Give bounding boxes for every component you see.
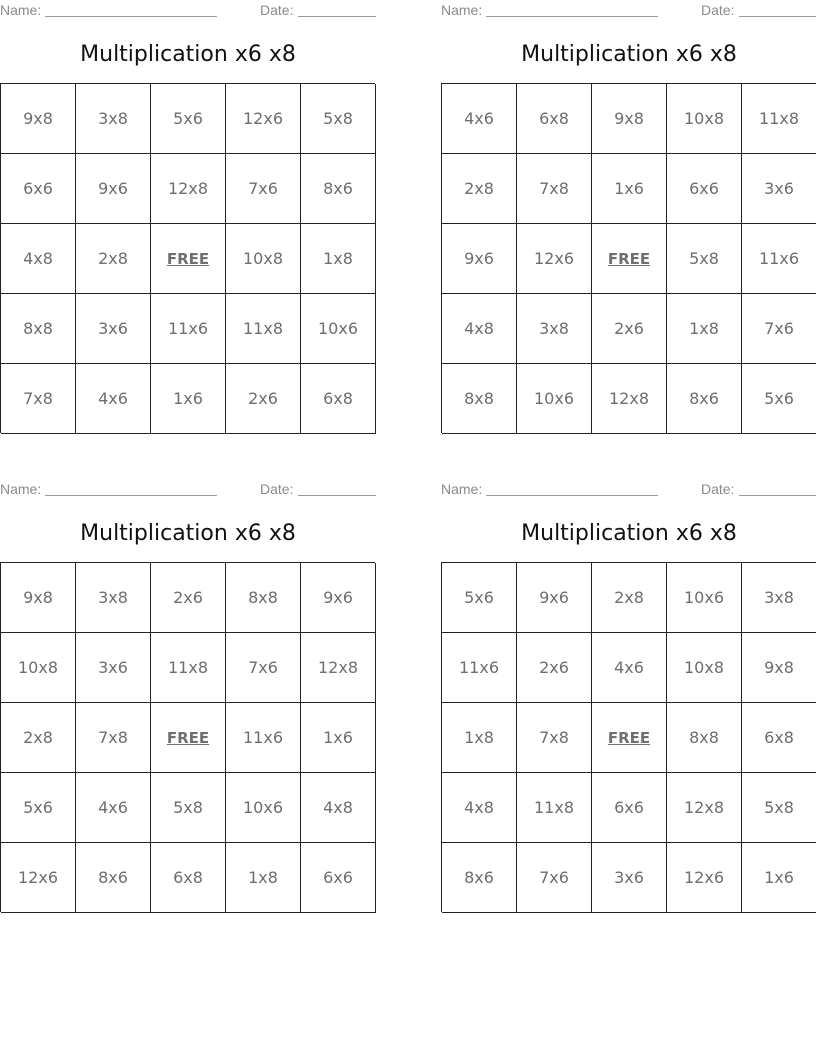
bingo-cell[interactable]: 11x6 (151, 294, 226, 364)
bingo-cell[interactable]: 3x6 (76, 633, 151, 703)
bingo-cell[interactable]: 10x6 (517, 364, 592, 434)
bingo-card (0, 0, 376, 437)
name-label: Name: (0, 2, 42, 18)
bingo-cell[interactable]: 11x8 (517, 773, 592, 843)
date-field-line[interactable] (739, 481, 816, 496)
bingo-cell[interactable]: 4x6 (442, 84, 517, 154)
bingo-cell[interactable]: 12x8 (151, 154, 226, 224)
bingo-cell[interactable]: 3x6 (742, 154, 816, 224)
free-space-cell[interactable]: FREE (592, 224, 667, 294)
bingo-cell[interactable]: 12x8 (592, 364, 667, 434)
bingo-cell[interactable]: 3x8 (517, 294, 592, 364)
date-field-line[interactable] (298, 2, 376, 17)
bingo-cell[interactable]: 1x6 (301, 703, 376, 773)
bingo-cell[interactable]: 10x6 (667, 563, 742, 633)
name-label: Name: (441, 2, 483, 18)
bingo-cell[interactable]: 4x8 (301, 773, 376, 843)
bingo-grid (441, 562, 816, 912)
bingo-card (441, 479, 816, 916)
bingo-cell[interactable]: 11x8 (226, 294, 301, 364)
bingo-cell[interactable]: 12x8 (667, 773, 742, 843)
bingo-cell[interactable]: 6x6 (1, 154, 76, 224)
bingo-cell[interactable]: 4x6 (592, 633, 667, 703)
name-label: Name: (441, 481, 483, 497)
bingo-cell[interactable]: 12x6 (1, 843, 76, 913)
name-date-header (0, 481, 376, 499)
bingo-cell[interactable]: 11x8 (151, 633, 226, 703)
bingo-cell[interactable]: 5x8 (742, 773, 816, 843)
bingo-cell[interactable]: 8x6 (442, 843, 517, 913)
bingo-cell[interactable]: 9x6 (517, 563, 592, 633)
bingo-cell[interactable]: 7x6 (226, 154, 301, 224)
bingo-cell[interactable]: 2x8 (76, 224, 151, 294)
bingo-cell[interactable]: 7x8 (517, 703, 592, 773)
free-space-cell[interactable]: FREE (151, 703, 226, 773)
bingo-cell[interactable]: 9x6 (442, 224, 517, 294)
name-field-line[interactable] (486, 2, 658, 17)
bingo-cell[interactable]: 6x6 (667, 154, 742, 224)
bingo-cell[interactable]: 9x6 (76, 154, 151, 224)
bingo-cell[interactable]: 9x8 (1, 563, 76, 633)
bingo-cell[interactable]: 9x8 (742, 633, 816, 703)
name-date-header (441, 2, 816, 20)
bingo-cell[interactable]: 11x6 (742, 224, 816, 294)
bingo-cell[interactable]: 11x8 (742, 84, 816, 154)
bingo-cell[interactable]: 5x6 (442, 563, 517, 633)
bingo-cell[interactable]: 6x8 (517, 84, 592, 154)
bingo-grid (0, 562, 375, 912)
date-label: Date: (260, 481, 294, 497)
bingo-cell[interactable]: 9x8 (592, 84, 667, 154)
bingo-cell[interactable]: 6x6 (301, 843, 376, 913)
bingo-cell[interactable]: 1x6 (592, 154, 667, 224)
bingo-cell[interactable]: 11x6 (442, 633, 517, 703)
bingo-cell[interactable]: 1x6 (742, 843, 816, 913)
bingo-cell[interactable]: 8x8 (1, 294, 76, 364)
bingo-cell[interactable]: 12x6 (517, 224, 592, 294)
bingo-cell[interactable]: 4x6 (76, 364, 151, 434)
bingo-cell[interactable]: 10x8 (667, 633, 742, 703)
name-field-line[interactable] (45, 481, 217, 496)
bingo-cell[interactable]: 7x6 (517, 843, 592, 913)
bingo-cell[interactable]: 1x6 (151, 364, 226, 434)
bingo-cell[interactable]: 6x8 (151, 843, 226, 913)
bingo-cell[interactable]: 2x6 (226, 364, 301, 434)
bingo-cell[interactable]: 3x8 (76, 84, 151, 154)
bingo-cell[interactable]: 10x8 (1, 633, 76, 703)
bingo-cell[interactable]: 2x6 (517, 633, 592, 703)
bingo-cell[interactable]: 5x8 (667, 224, 742, 294)
bingo-cell[interactable]: 1x8 (442, 703, 517, 773)
bingo-cell[interactable]: 2x6 (151, 563, 226, 633)
date-field-line[interactable] (298, 481, 376, 496)
bingo-grid (441, 83, 816, 433)
bingo-grid (0, 83, 375, 433)
card-title: Multiplication x6 x8 (80, 521, 296, 546)
date-field-line[interactable] (739, 2, 816, 17)
bingo-cell[interactable]: 7x8 (1, 364, 76, 434)
bingo-cell[interactable]: 1x8 (667, 294, 742, 364)
bingo-cell[interactable]: 7x6 (226, 633, 301, 703)
bingo-cell[interactable]: 10x8 (667, 84, 742, 154)
bingo-cell[interactable]: 1x8 (301, 224, 376, 294)
bingo-cell[interactable]: 8x6 (301, 154, 376, 224)
bingo-cell[interactable]: 10x8 (226, 224, 301, 294)
bingo-cell[interactable]: 4x8 (442, 294, 517, 364)
date-label: Date: (701, 2, 735, 18)
name-date-header (441, 481, 816, 499)
bingo-cell[interactable]: 8x6 (76, 843, 151, 913)
name-field-line[interactable] (45, 2, 217, 17)
bingo-cell[interactable]: 5x8 (151, 773, 226, 843)
bingo-cell[interactable]: 4x8 (1, 224, 76, 294)
bingo-cell[interactable]: 12x8 (301, 633, 376, 703)
card-title: Multiplication x6 x8 (521, 42, 737, 67)
bingo-cell[interactable]: 5x8 (301, 84, 376, 154)
bingo-cell[interactable]: 9x6 (301, 563, 376, 633)
bingo-cell[interactable]: 3x6 (76, 294, 151, 364)
bingo-cell[interactable]: 2x8 (442, 154, 517, 224)
bingo-cell[interactable]: 1x8 (226, 843, 301, 913)
name-label: Name: (0, 481, 42, 497)
bingo-cell[interactable]: 8x6 (667, 364, 742, 434)
bingo-cell[interactable]: 6x6 (592, 773, 667, 843)
bingo-cell[interactable]: 10x6 (226, 773, 301, 843)
bingo-cell[interactable]: 6x8 (301, 364, 376, 434)
bingo-cell[interactable]: 9x8 (1, 84, 76, 154)
bingo-cell[interactable]: 2x6 (592, 294, 667, 364)
name-field-line[interactable] (486, 481, 658, 496)
name-date-header (0, 2, 376, 20)
bingo-cell[interactable]: 4x8 (442, 773, 517, 843)
date-label: Date: (701, 481, 735, 497)
bingo-cell[interactable]: 7x6 (742, 294, 816, 364)
bingo-cell[interactable]: 11x6 (226, 703, 301, 773)
bingo-cell[interactable]: 3x6 (592, 843, 667, 913)
bingo-cell[interactable]: 2x8 (592, 563, 667, 633)
bingo-cell[interactable]: 2x8 (1, 703, 76, 773)
bingo-cell[interactable]: 7x8 (517, 154, 592, 224)
bingo-cell[interactable]: 5x6 (1, 773, 76, 843)
bingo-cell[interactable]: 8x8 (226, 563, 301, 633)
bingo-cell[interactable]: 5x6 (151, 84, 226, 154)
bingo-cell[interactable]: 5x6 (742, 364, 816, 434)
bingo-cell[interactable]: 7x8 (76, 703, 151, 773)
free-space-cell[interactable]: FREE (592, 703, 667, 773)
bingo-cell[interactable]: 10x6 (301, 294, 376, 364)
bingo-card (0, 479, 376, 916)
bingo-cell[interactable]: 8x8 (667, 703, 742, 773)
free-space-cell[interactable]: FREE (151, 224, 226, 294)
bingo-cell[interactable]: 12x6 (667, 843, 742, 913)
bingo-cell[interactable]: 6x8 (742, 703, 816, 773)
date-label: Date: (260, 2, 294, 18)
bingo-cell[interactable]: 4x6 (76, 773, 151, 843)
bingo-cell[interactable]: 12x6 (226, 84, 301, 154)
bingo-cell[interactable]: 3x8 (742, 563, 816, 633)
bingo-cell[interactable]: 8x8 (442, 364, 517, 434)
card-title: Multiplication x6 x8 (521, 521, 737, 546)
card-title: Multiplication x6 x8 (80, 42, 296, 67)
bingo-cell[interactable]: 3x8 (76, 563, 151, 633)
bingo-card (441, 0, 816, 437)
